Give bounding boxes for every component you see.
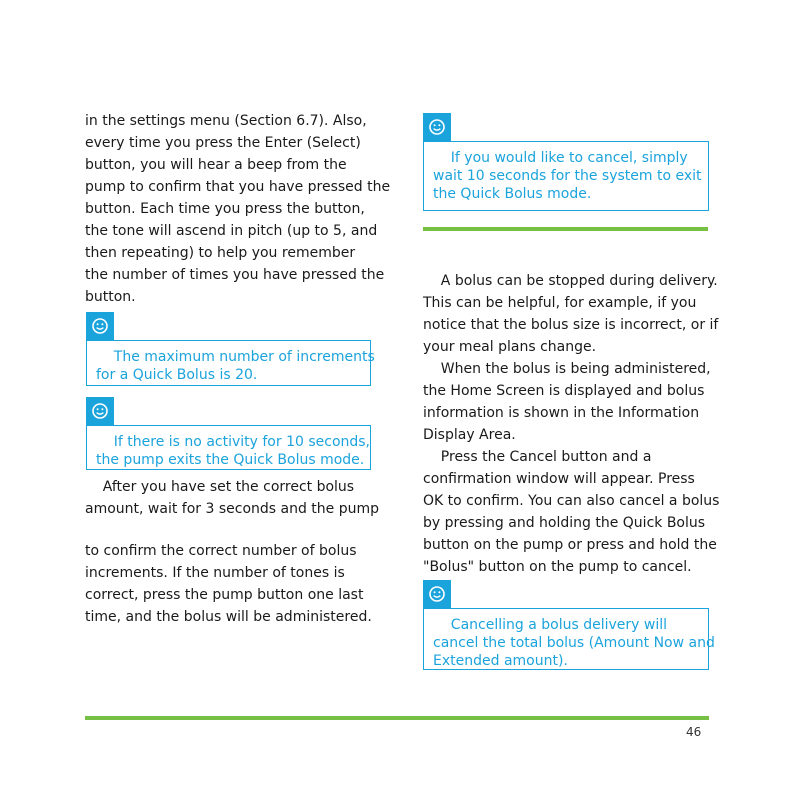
body-line: notice that the bolus size is incorrect, or if [423,317,719,333]
body-line: the Home Screen is displayed and bolus [423,383,705,399]
body-line: This can be helpful, for example, if you [423,295,697,311]
body-line: time, and the bolus will be administered. [85,609,372,625]
body-line: pump to confirm that you have pressed the [85,179,391,195]
page-number: 46 [686,725,702,739]
note-max-increments [86,340,375,386]
body-line: your meal plans change. [423,339,597,355]
body-line: to confirm the correct number of bolus [85,543,357,559]
body-line: button. Each time you press the button, [85,201,365,217]
body-line: button. [85,289,136,305]
note-line: The maximum number of increments [96,349,375,365]
body-line: button on the pump or press and hold the [423,537,717,553]
body-line: by pressing and holding the Quick Bolus [423,515,706,531]
note-line: cancel the total bolus (Amount Now and [433,635,715,651]
body-line: amount, wait for 3 seconds and the pump [85,501,380,517]
body-line: "Bolus" button on the pump to cancel. [423,559,692,575]
note-cancel-wait [423,141,709,211]
note-cancel-total [423,608,715,670]
body-line: every time you press the Enter (Select) [85,135,361,151]
smiley-icon [423,113,451,141]
smiley-icon [423,580,451,608]
body-line: A bolus can be stopped during delivery. [423,273,718,289]
note-no-activity [86,425,371,470]
body-line: the tone will ascend in pitch (up to 5, and [85,223,378,239]
body-line: When the bolus is being administered, [423,361,711,377]
smiley-icon [86,312,114,340]
note-line: Extended amount). [433,653,568,669]
body-line: Display Area. [423,427,516,443]
body-line: in the settings menu (Section 6.7). Also, [85,113,367,129]
body-line: OK to confirm. You can also cancel a bolus [423,493,720,509]
body-line: then repeating) to help you remember [85,245,356,261]
smiley-icon [86,397,114,425]
section-divider [423,227,708,231]
body-line: Press the Cancel button and a [423,449,652,465]
note-line: for a Quick Bolus is 20. [96,367,258,383]
note-line: wait 10 seconds for the system to exit [433,168,702,184]
note-line: Cancelling a bolus delivery will [433,617,667,633]
body-line: the number of times you have pressed the [85,267,385,283]
body-line: increments. If the number of tones is [85,565,345,581]
body-line: button, you will hear a beep from the [85,157,347,173]
body-line: correct, press the pump button one last [85,587,364,603]
body-line: information is shown in the Information [423,405,700,421]
note-line: the Quick Bolus mode. [433,186,592,202]
note-line: If there is no activity for 10 seconds, [96,434,371,450]
body-line: confirmation window will appear. Press [423,471,695,487]
body-line: After you have set the correct bolus [85,479,355,495]
footer-divider [85,716,709,720]
note-line: If you would like to cancel, simply [433,150,688,166]
note-line: the pump exits the Quick Bolus mode. [96,452,365,468]
